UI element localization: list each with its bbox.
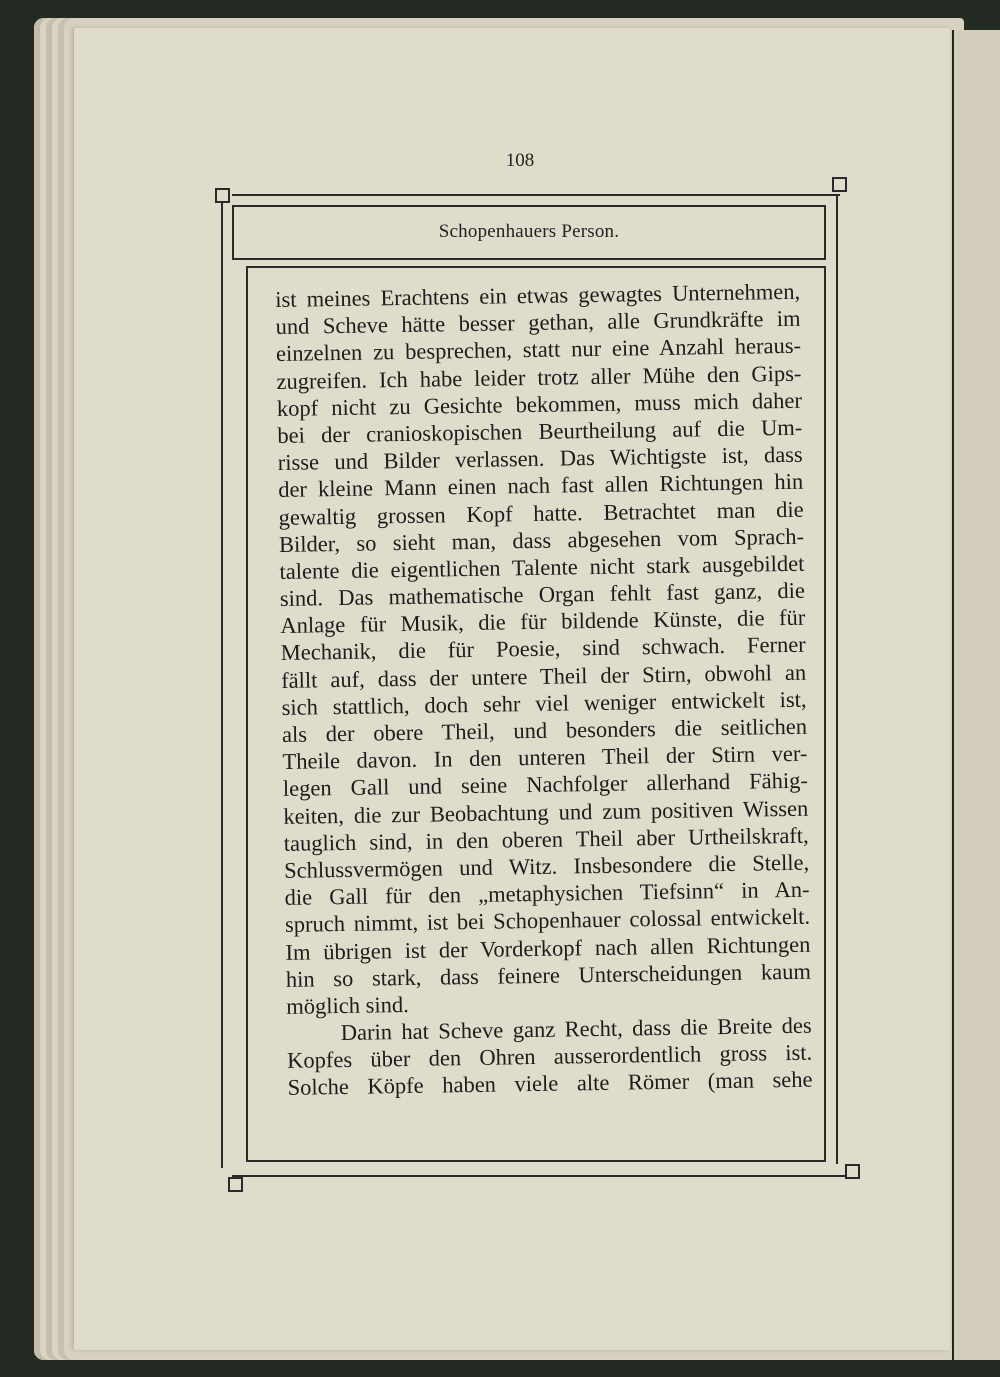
frame-corner-top-left	[215, 188, 230, 203]
text-line: Darin hat Scheve ganz Recht, dass die Breite des	[340, 1012, 812, 1046]
text-line: hin so stark, dass feinere Unterscheidungen kaum	[285, 958, 812, 992]
text-line: Kopfes über den Ohren ausserordentlich gross ist.	[286, 1039, 813, 1074]
frame-corner-top-right	[832, 177, 847, 192]
text-line: ist meines Erachtens ein etwas gewagtes Unternehmen,	[275, 278, 801, 312]
text-line: Bilder, so sieht man, dass abgesehen vom Sprach-	[278, 523, 805, 557]
text-line: und Scheve hätte besser gethan, alle Grundkräfte im	[275, 305, 801, 340]
facing-page-edge	[952, 30, 1000, 1360]
text-line: die Gall für den „metaphysichen Tiefsinn“ in An-	[284, 876, 810, 911]
frame-corner-bottom-right	[845, 1164, 860, 1179]
text-line: Theile davon. In den unteren Theil der Stirn ver-	[282, 740, 808, 775]
frame-corner-bottom-left	[228, 1177, 243, 1192]
text-line: fällt auf, dass der untere Theil der Stirn, obwohl an	[280, 659, 807, 693]
text-line: als der obere Theil, und besonders die seitlichen	[281, 713, 808, 747]
text-line: Schlussvermögen und Witz. Insbesondere die Stelle,	[283, 849, 810, 883]
page-number: 108	[505, 150, 535, 171]
text-line: Mechanik, die für Poesie, sind schwach. Ferner	[280, 632, 806, 666]
text-line: der kleine Mann einen nach fast allen Richtungen hin	[278, 469, 804, 503]
text-line: möglich sind.	[286, 991, 409, 1019]
text-line: einzelnen zu besprechen, statt nur eine Anzahl heraus-	[275, 333, 802, 367]
text-line: Solche Köpfe haben viele alte Römer (man sehe	[287, 1067, 813, 1101]
text-line: talente die eigentlichen Talente nicht stark ausgebildet	[279, 550, 805, 584]
text-line: risse und Bilder verlassen. Das Wichtigste ist, dass	[277, 441, 803, 476]
text-line: bei der cranioskopischen Beurtheilung auf die Um-	[277, 414, 803, 448]
frame-right-line	[836, 194, 838, 1164]
frame-left-line	[221, 202, 223, 1168]
text-line: gewaltig grossen Kopf hatte. Betrachtet man die	[278, 496, 804, 530]
text-line: sich stattlich, doch sehr viel weniger entwickelt ist,	[281, 686, 807, 720]
paragraph-1	[275, 278, 811, 1020]
paragraph-2	[287, 1012, 813, 1102]
text-line: zugreifen. Ich habe leider trotz aller Mühe den Gips-	[276, 360, 802, 394]
frame-top-line	[232, 194, 840, 196]
text-line: keiten, die zur Beobachtung und zum positiven Wissen	[283, 795, 809, 829]
text-line: tauglich sind, in den oberen Theil aber Urtheilskraft,	[283, 822, 809, 856]
text-line: sind. Das mathematische Organ fehlt fast ganz, die	[279, 577, 806, 612]
text-line: spruch nimmt, ist bei Schopenhauer colossal entwickelt.	[284, 903, 811, 938]
body-text	[275, 278, 813, 1102]
frame-bottom-line	[232, 1175, 848, 1177]
text-line: kopf nicht zu Gesichte bekommen, muss mich daher	[276, 387, 803, 421]
text-line: Anlage für Musik, die für bildende Künste, die für	[280, 604, 806, 639]
text-line: legen Gall und seine Nachfolger allerhand Fähig-	[282, 768, 809, 802]
running-head: Schopenhauers Person.	[438, 221, 620, 242]
text-line: Im übrigen ist der Vorderkopf nach allen Richtungen	[285, 931, 811, 965]
